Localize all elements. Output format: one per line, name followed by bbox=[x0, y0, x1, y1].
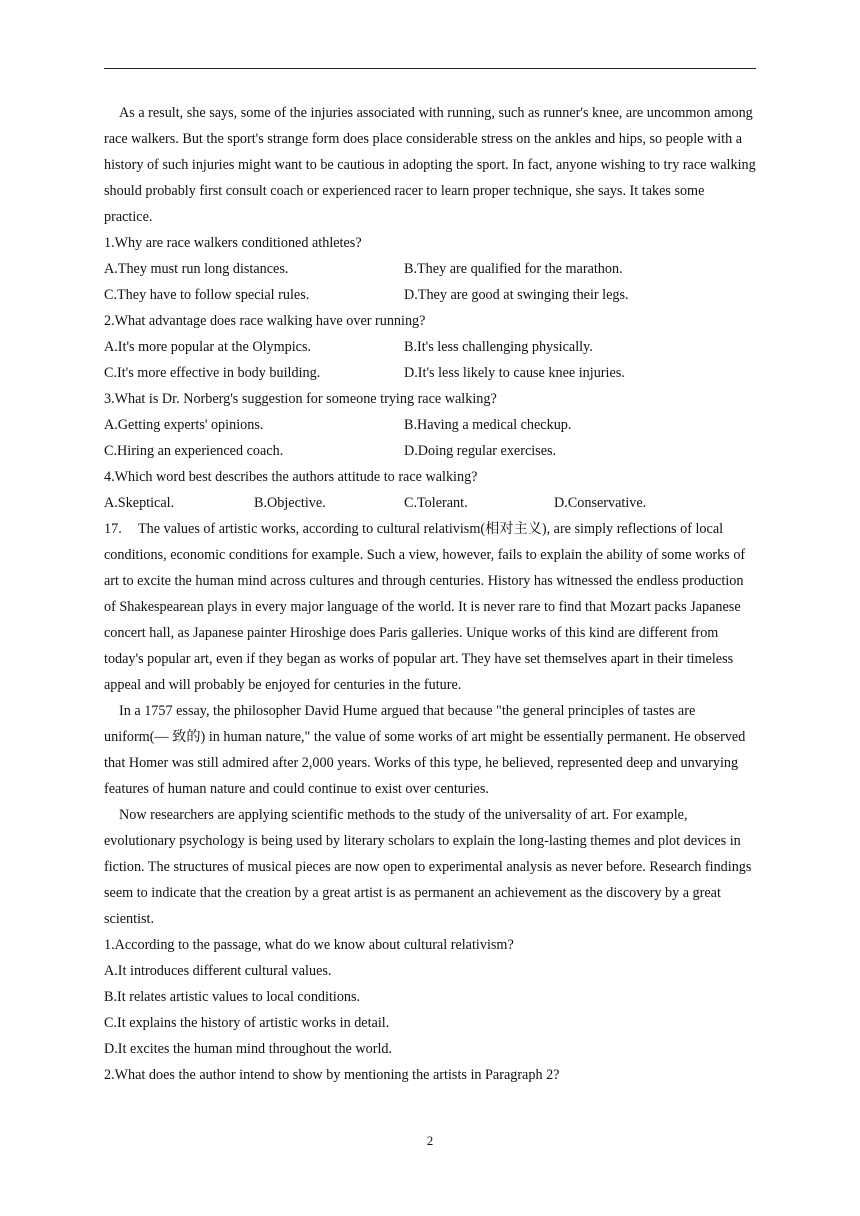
page-content bbox=[104, 100, 756, 1088]
option-c: C.It's more effective in body building. bbox=[104, 365, 321, 381]
option-d: D.They are good at swinging their legs. bbox=[404, 287, 629, 303]
option-d: D.Doing regular exercises. bbox=[404, 443, 557, 459]
option-a: A.Skeptical. bbox=[104, 495, 175, 511]
option-b: B.It relates artistic values to local conditions. bbox=[104, 989, 361, 1005]
passage-17-paragraph-1 bbox=[104, 516, 756, 698]
passage-17-paragraph-2: In a 1757 essay, the philosopher David Hume argued that because "the general principles of tastes are uniform(— 致的) in human nature," the value of some works of art might be essentially permanent. He observed that Homer was still admired after 2,000 years. Works of this type, he believed, represented deep and unvarying features of human nature and could continue to exist over centuries. bbox=[104, 703, 746, 797]
question-1: 1.According to the passage, what do we know about cultural relativism? bbox=[104, 937, 514, 953]
option-b: B.Having a medical checkup. bbox=[404, 417, 572, 433]
options-row bbox=[104, 490, 756, 516]
header-rule bbox=[104, 68, 756, 69]
passage-paragraph: As a result, she says, some of the injuries associated with running, such as runner's knee, are uncommon among race walkers. But the sport's strange form does place considerable stress on the ankles and hips, so people with a history of such injuries might want to be cautious in adopting the sport. In fact, anyone wishing to try race walking should probably first consult coach or experienced racer to learn proper technique, she says. It takes some practice. bbox=[104, 105, 756, 225]
passage-17-paragraph-3: Now researchers are applying scientific methods to the study of the universality of art. For example, evolutionary psychology is being used by literary scholars to explain the long-lasting themes and plot devices in fiction. The structures of musical pieces are now open to experimental analysis as never before. Research findings seem to indicate that the creation by a great artist is as permanent an achievement as the discovery by a great scientist. bbox=[104, 807, 752, 927]
option-c: C.It explains the history of artistic works in detail. bbox=[104, 1015, 390, 1031]
paragraph-text: The values of artistic works, according to cultural relativism(相对主义), are simply reflections of local conditions, economic conditions for example. Such a view, however, fails to explain the ability of some works of art to excite the human mind across cultures and through centuries. History has witnessed the endless production of Shakespearean plays in every major language of the world. It is never rare to find that Mozart packs Japanese concert hall, as Japanese painter Hiroshige does Paris galleries. Unique works of this kind are different from today's popular art, even if they began as works of popular art. They have set themselves apart in their timeless appeal and will probably be enjoyed for centuries in the future. bbox=[104, 521, 746, 693]
question-3: 3.What is Dr. Norberg's suggestion for someone trying race walking? bbox=[104, 391, 497, 407]
options-row bbox=[104, 282, 756, 308]
option-a: A.They must run long distances. bbox=[104, 261, 289, 277]
options-row bbox=[104, 360, 756, 386]
option-b: B.They are qualified for the marathon. bbox=[404, 261, 623, 277]
question-4: 4.Which word best describes the authors attitude to race walking? bbox=[104, 469, 478, 485]
option-d: D.It excites the human mind throughout the world. bbox=[104, 1041, 393, 1057]
option-a: A.Getting experts' opinions. bbox=[104, 417, 264, 433]
question-number: 17. bbox=[104, 521, 122, 537]
question-2: 2.What advantage does race walking have over running? bbox=[104, 313, 426, 329]
question-2: 2.What does the author intend to show by mentioning the artists in Paragraph 2? bbox=[104, 1067, 560, 1083]
options-row bbox=[104, 334, 756, 360]
option-d: D.Conservative. bbox=[554, 495, 647, 511]
option-d: D.It's less likely to cause knee injuries. bbox=[404, 365, 625, 381]
option-b: B.Objective. bbox=[254, 495, 326, 511]
option-c: C.They have to follow special rules. bbox=[104, 287, 310, 303]
option-b: B.It's less challenging physically. bbox=[404, 339, 593, 355]
option-a: A.It introduces different cultural values. bbox=[104, 963, 332, 979]
question-1: 1.Why are race walkers conditioned athletes? bbox=[104, 235, 362, 251]
option-a: A.It's more popular at the Olympics. bbox=[104, 339, 312, 355]
page-number: 2 bbox=[426, 1133, 434, 1148]
options-row bbox=[104, 256, 756, 282]
options-row bbox=[104, 438, 756, 464]
option-c: C.Hiring an experienced coach. bbox=[104, 443, 284, 459]
options-row bbox=[104, 412, 756, 438]
option-c: C.Tolerant. bbox=[404, 495, 468, 511]
